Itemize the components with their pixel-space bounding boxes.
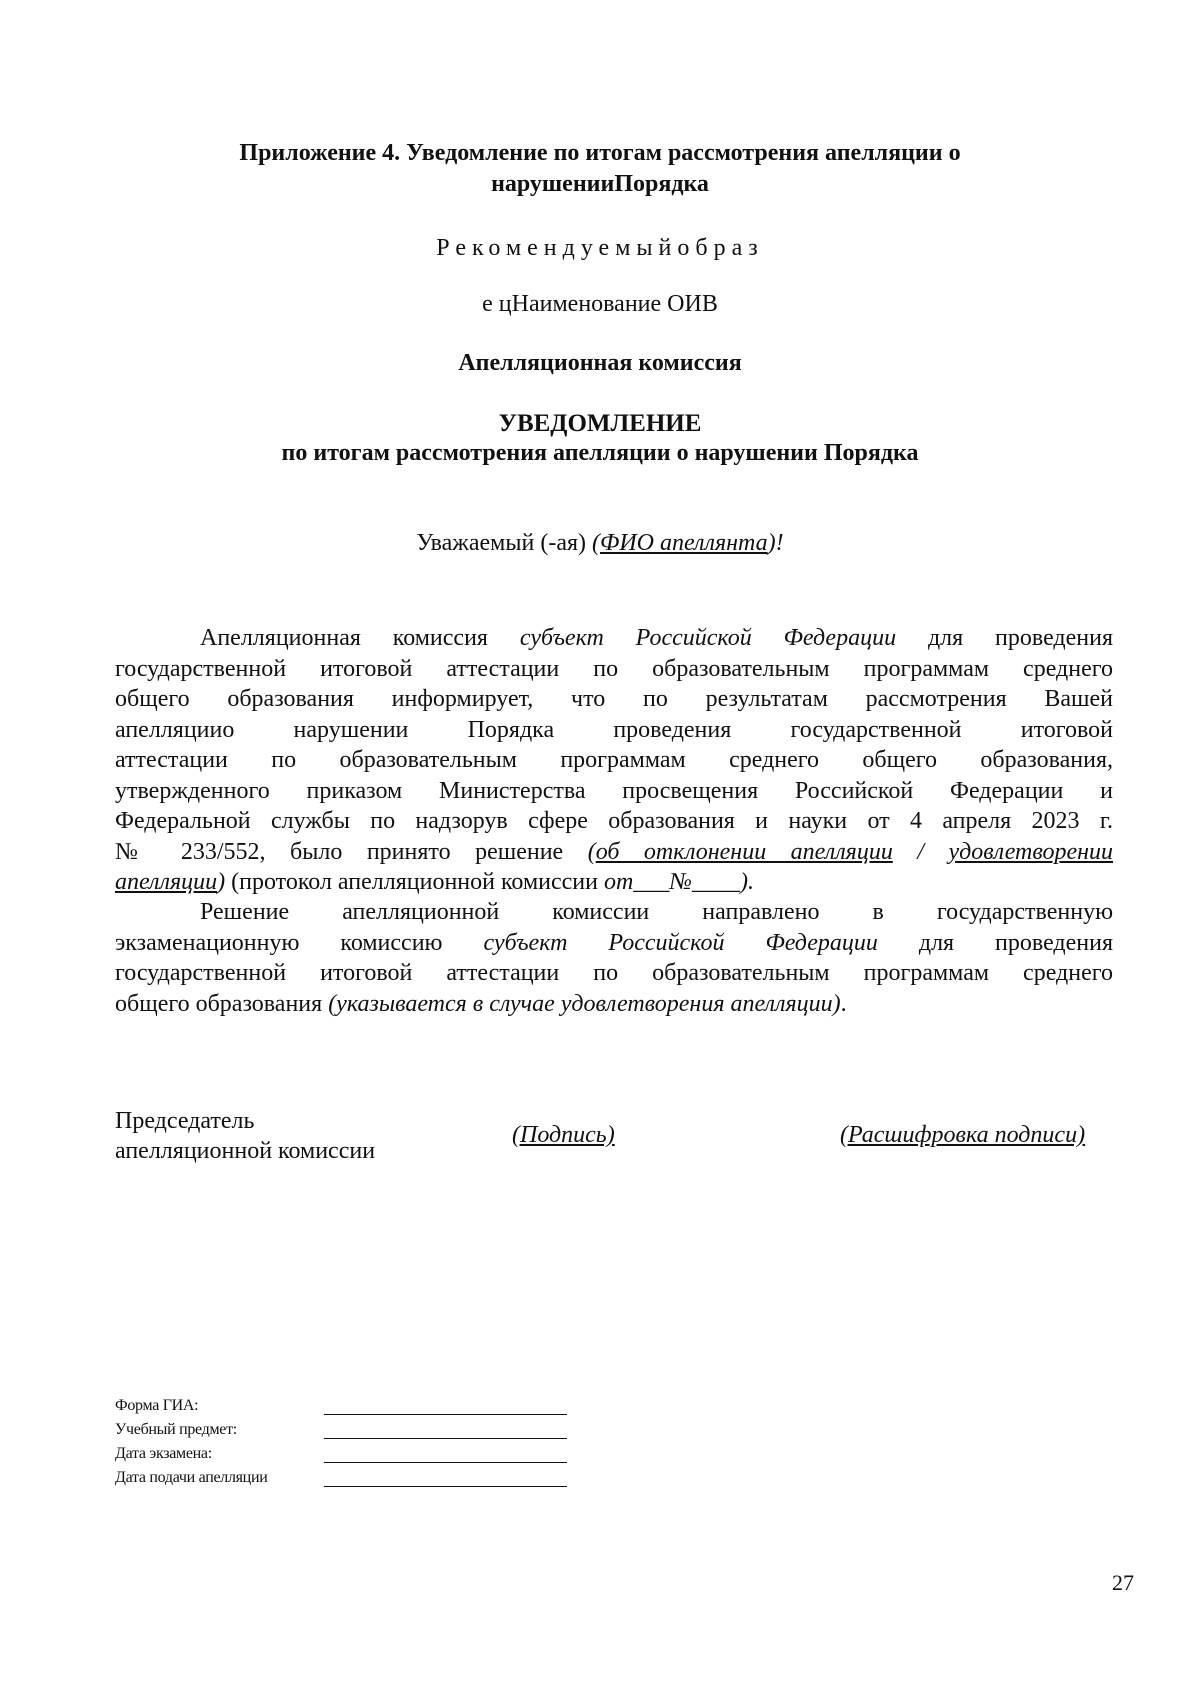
- commission-heading: Апелляционная комиссия: [458, 350, 742, 376]
- p1-line: Апелляционная комиссия субъект Российской Федерации для проведения: [200, 625, 1113, 651]
- appendix-title-line2: нарушенииПорядка: [491, 171, 709, 197]
- paragraph-referral: [115, 897, 1113, 1019]
- conditional-note: (указывается в случае удовлетворения апелляции): [328, 990, 841, 1017]
- page-number: 27: [1112, 1570, 1134, 1595]
- p2-line: общего образования (указывается в случае удовлетворения апелляции).: [115, 990, 847, 1017]
- signature-field[interactable]: (Подпись): [512, 1122, 615, 1148]
- form-label: Форма ГИА:: [115, 1397, 199, 1414]
- notice-title: УВЕДОМЛЕНИЕ: [498, 410, 702, 437]
- form-label: Учебный предмет:: [115, 1421, 237, 1438]
- decision-option-accept-cont[interactable]: апелляции: [115, 869, 218, 895]
- p2-line: экзаменационную комиссию субъект Российской Федерации для проведения: [115, 929, 1114, 956]
- protocol-number-field[interactable]: ____: [691, 869, 740, 895]
- form-blank-line[interactable]: [324, 1472, 567, 1487]
- p1-line: общего образования информирует, что по результатам рассмотрения Вашей: [115, 686, 1113, 712]
- decision-option-accept[interactable]: удовлетворении: [948, 838, 1114, 865]
- region-placeholder: субъект Российской Федерации: [483, 929, 878, 956]
- form-label: Дата экзамена:: [115, 1445, 212, 1462]
- p1-line: № 233/552, было принято решение (об отклонении апелляции / удовлетворении: [115, 838, 1114, 865]
- appendix-title: [0, 138, 1200, 200]
- form-blank-line[interactable]: [324, 1448, 567, 1463]
- greeting-placeholder: (ФИО апеллянта)!: [592, 530, 784, 556]
- p2-line: государственной итоговой аттестации по образовательным программам среднего: [115, 960, 1113, 986]
- decision-option-reject[interactable]: об отклонении апелляции: [595, 838, 893, 865]
- recommended-sample-label: Рекомендуемыйобраз: [436, 235, 764, 261]
- form-blank-line[interactable]: [324, 1424, 567, 1439]
- appellant-name-field[interactable]: ФИО апеллянта: [600, 530, 768, 556]
- form-row: [115, 1463, 567, 1487]
- form-row: [115, 1415, 567, 1439]
- form-blank-line[interactable]: [324, 1400, 567, 1415]
- p1-line: аттестации по образовательным программам среднего общего образования,: [115, 747, 1113, 773]
- form-row: [115, 1439, 567, 1463]
- greeting: [0, 530, 1200, 557]
- greeting-prefix: Уважаемый (-ая): [416, 530, 593, 556]
- form-label: Дата подачи апелляции: [115, 1469, 268, 1486]
- oiv-name: е цНаименование ОИВ: [482, 291, 718, 317]
- exam-info-form: [115, 1391, 567, 1487]
- signature-decoding-field[interactable]: (Расшифровка подписи): [840, 1122, 1086, 1148]
- p2-line: Решение апелляционной комиссии направлено в государственную: [200, 899, 1113, 925]
- chair-label: Председатель апелляционной комиссии: [115, 1108, 376, 1164]
- appendix-title-line1: Приложение 4. Уведомление по итогам рассмотрения апелляции о: [239, 140, 961, 166]
- paragraph-decision: [115, 623, 1113, 898]
- notice-subtitle: по итогам рассмотрения апелляции о нарушении Порядка: [281, 440, 919, 466]
- form-row: [115, 1391, 567, 1415]
- p1-line: утвержденного приказом Министерства просвещения Российской Федерации и: [115, 777, 1113, 804]
- p1-line: апелляциио нарушении Порядка проведения государственной итоговой: [115, 716, 1113, 743]
- protocol-date-field[interactable]: ___: [633, 869, 670, 895]
- p1-line: апелляции) (протокол апелляционной комиссии от___№____).: [115, 869, 754, 895]
- p1-line: Федеральной службы по надзорув сфере образования и науки от 4 апреля 2023 г.: [115, 808, 1113, 834]
- region-placeholder: субъект Российской Федерации: [519, 625, 897, 651]
- p1-line: государственной итоговой аттестации по образовательным программам среднего: [115, 655, 1113, 682]
